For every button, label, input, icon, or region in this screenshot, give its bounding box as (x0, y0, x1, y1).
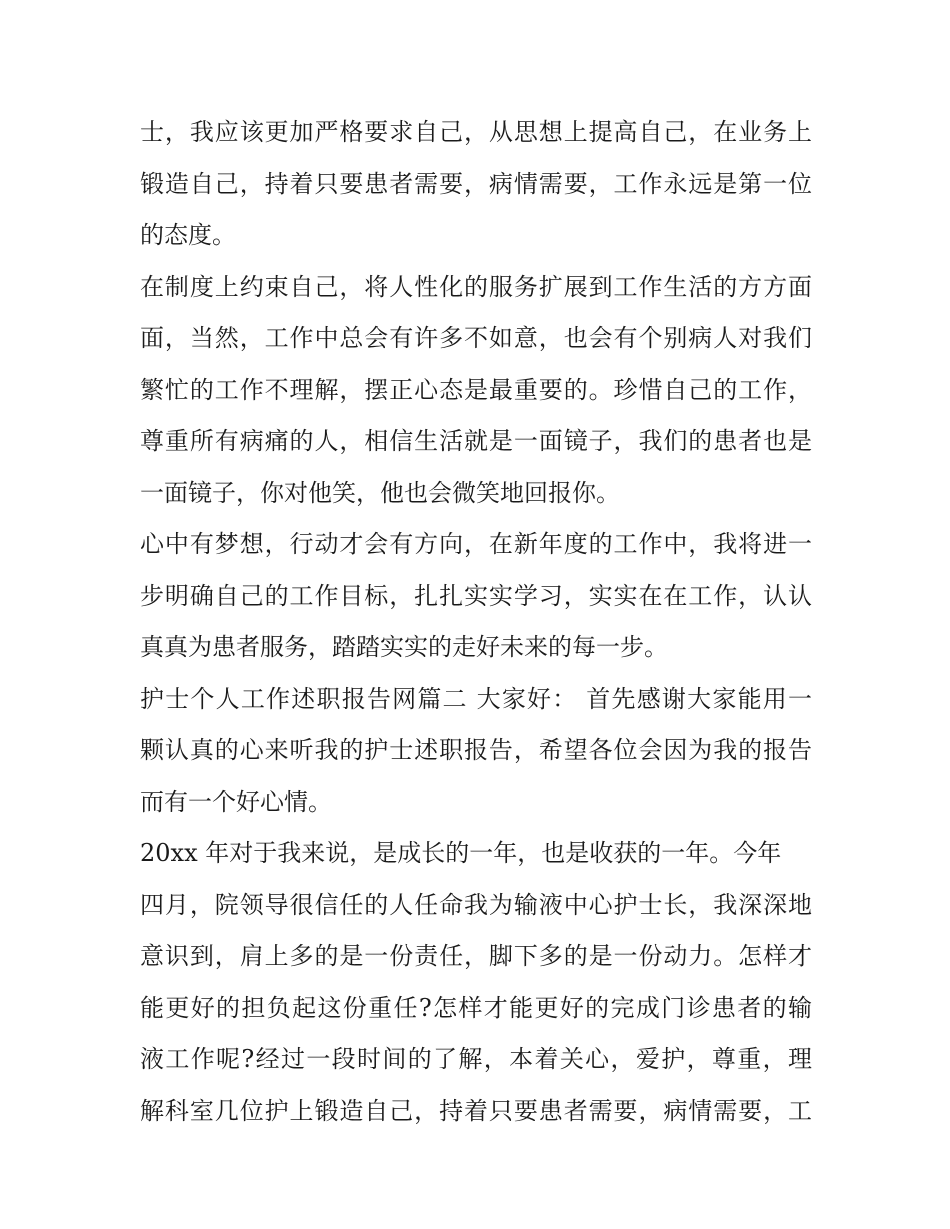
text-line: 面，当然，工作中总会有许多不如意，也会有个别病人对我们 (140, 324, 812, 352)
text-line: 真真为患者服务，踏踏实实的走好未来的每一步。 (140, 633, 668, 661)
text-line: 士，我应该更加严格要求自己，从思想上提高自己，在业务上 (140, 118, 812, 146)
text-line: 在制度上约束自己，将人性化的服务扩展到工作生活的方方面 (140, 272, 812, 301)
text-line: 心中有梦想，行动才会有方向，在新年度的工作中，我将进一 (140, 530, 812, 558)
text-line: 颗认真的心来听我的护士述职报告，希望各位会因为我的报告 (140, 736, 812, 764)
text-line: 四月，院领导很信任的人任命我为输液中心护士长，我深深地 (140, 890, 812, 919)
text-line: 护士个人工作述职报告网篇二 大家好： 首先感谢大家能用一 (140, 684, 812, 713)
text-line: 尊重所有病痛的人，相信生活就是一面镜子，我们的患者也是 (140, 427, 812, 455)
text-line: 而有一个好心情。 (140, 787, 332, 816)
text-line: 的态度。 (140, 221, 236, 249)
text-line: 意识到，肩上多的是一份责任，脚下多的是一份动力。怎样才 (140, 942, 812, 970)
text-line: 繁忙的工作不理解，摆正心态是最重要的。珍惜自己的工作， (140, 375, 812, 404)
text-line: 液工作呢?经过一段时间的了解，本着关心，爱护，尊重，理 (140, 1045, 812, 1073)
text-line: 步明确自己的工作目标，扎扎实实学习，实实在在工作，认认 (140, 581, 812, 610)
text-line: 锻造自己，持着只要患者需要，病情需要，工作永远是第一位 (140, 169, 812, 198)
text-line: 20xx 年对于我来说，是成长的一年，也是收获的一年。今年 (140, 839, 782, 867)
text-line: 一面镜子，你对他笑，他也会微笑地回报你。 (140, 478, 620, 507)
text-line: 解科室几位护上锻造自己，持着只要患者需要，病情需要，工 (140, 1096, 812, 1125)
text-line: 能更好的担负起这份重任?怎样才能更好的完成门诊患者的输 (140, 993, 812, 1022)
document-body (140, 107, 812, 1137)
